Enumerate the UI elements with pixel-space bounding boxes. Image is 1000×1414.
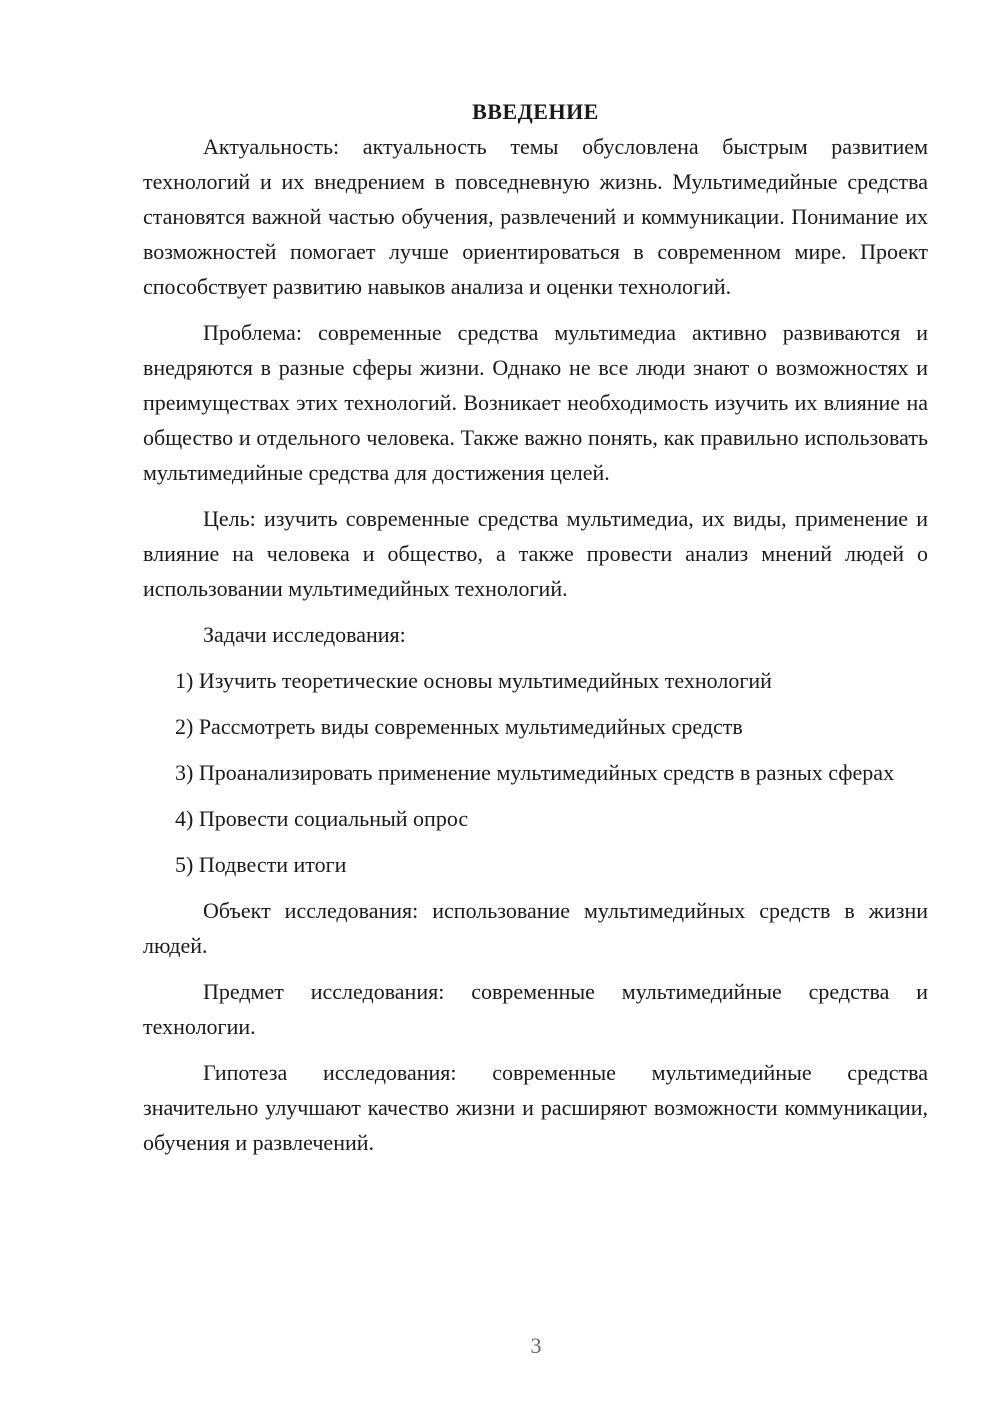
object-paragraph: Объект исследования: использование мультимедийных средств в жизни людей. [143,898,928,958]
task-item-5: 5) Подвести итоги [175,852,347,877]
page-number: 3 [530,1333,542,1358]
relevance-paragraph: Актуальность: актуальность темы обусловлена быстрым развитием технологий и их внедрением в повседневную жизнь. Мультимедийные средства становятся важной частью обучения, развлечений и коммуникации. Понимание их возможностей помогает лучше ориентироваться в современном мире. Проект способствует развитию навыков анализа и оценки технологий. [143,134,928,299]
subject-paragraph: Предмет исследования: современные мультимедийные средства и технологии. [143,979,928,1039]
task-item-2: 2) Рассмотреть виды современных мультимедийных средств [175,714,743,739]
problem-paragraph: Проблема: современные средства мультимедиа активно развиваются и внедряются в разные сферы жизни. Однако не все люди знают о возможностях и преимуществах этих технологий. Возникает необходимость изучить их влияние на общество и отдельного человека. Также важно понять, как правильно использовать мультимедийные средства для достижения целей. [143,320,928,485]
hypothesis-paragraph: Гипотеза исследования: современные мультимедийные средства значительно улучшают качество жизни и расширяют возможности коммуникации, обучения и развлечений. [143,1060,928,1155]
task-item-1: 1) Изучить теоретические основы мультимедийных технологий [175,668,772,693]
goal-paragraph: Цель: изучить современные средства мультимедиа, их виды, применение и влияние на человека и общество, а также провести анализ мнений людей о использовании мультимедийных технологий. [143,506,928,601]
tasks-heading: Задачи исследования: [203,622,406,647]
document-page [143,94,928,1171]
section-title: ВВЕДЕНИЕ [472,99,599,124]
task-item-4: 4) Провести социальный опрос [175,806,469,831]
task-item-3: 3) Проанализировать применение мультимедийных средств в разных сферах [175,760,895,785]
